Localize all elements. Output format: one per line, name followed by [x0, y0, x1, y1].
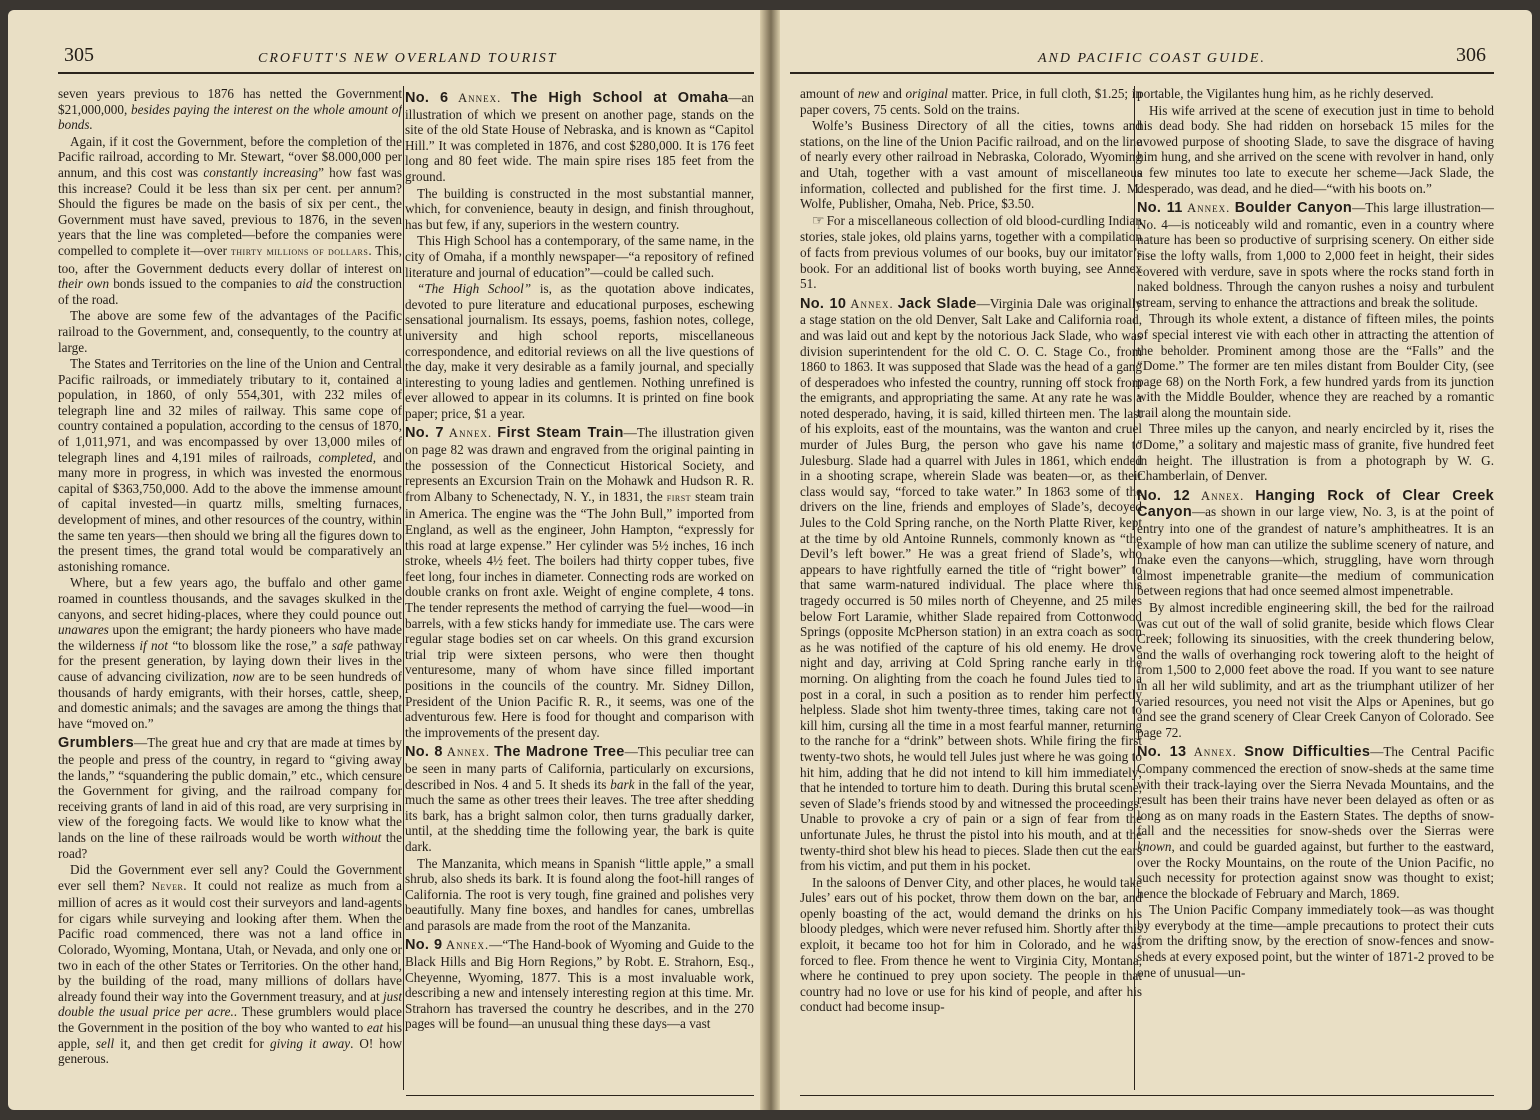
page-number-right: 306	[1456, 44, 1486, 66]
section-title: Hanging Rock of Clear Creek Canyon	[1137, 487, 1494, 521]
column-divider	[1134, 86, 1135, 1090]
section-title: The High School at Omaha	[510, 90, 729, 106]
section-title: First Steam Train	[497, 425, 624, 442]
annex-11: No. 11 Annex. Boulder Canyon—This large illustration—No. 4—is noticeably wild and romantic, even in a country where nature has been so productive of surprising scenery. On either side rise the lofty walls, from 1,000 to 2,000 feet in height, their sides covered with verdure, save in spots where the rocks stand forth in naked boldness. Through the canyon rushes a noisy and turbulent stream, serving to enhance the attractions and break the solitude.	[1137, 200, 1494, 310]
section-title: Boulder Canyon	[1234, 200, 1353, 217]
paragraph: Three miles up the canyon, and nearly encircled by it, rises the “Dome,” a solitary and majestic mass of granite, five hundred feet in height. The illustration is from a photograph by W. G. Chamberlain, of Denver.	[1137, 421, 1494, 484]
right-column-1	[800, 86, 1142, 1090]
annex-9: No. 9 Annex.—“The Hand-book of Wyoming and Guide to the Black Hills and Big Horn Regions,” by Robt. E. Strahorn, Esq., Cheyenne, Wyoming, 1877. This is a most invaluable work, describing a new and intensely interesting region at this time. Mr. Strahorn has traversed the country he describes, and in the 270 pages will be found—an unusual thing these days—a vast	[405, 937, 754, 1032]
paragraph: The States and Territories on the line of the Union and Central Pacific railroads, or immediately tributary to it, contained a population, in 1860, of only 554,301, with 232 miles of telegraph line and 32 miles of railway. This same cope of country contained a population, according to the census of 1870, of 1,011,971, and was encompassed by over 13,000 miles of telegraph lines and 4,191 miles of railroads, completed, and many more in progress, in which was invested the enormous capital of $363,750,000. Add to the above the immense amount of capital invested—in quartz mills, smelting furnaces, development of mines, and other resources of the country, within the same ten years—then should we bring all the figures down to the present times, the grand total would be comparatively an astonishing romance.	[58, 356, 402, 574]
left-column-2	[405, 86, 754, 1090]
left-page	[8, 10, 760, 1110]
section-title: Jack Slade	[897, 295, 977, 312]
section-title: The Madrone Tree	[494, 744, 625, 761]
running-head-right: AND PACIFIC COAST GUIDE.	[1038, 51, 1266, 66]
bottom-rule	[800, 1095, 1494, 1096]
book-gutter	[760, 10, 780, 1110]
paragraph: The building is constructed in the most substantial manner, which, for convenience, beauty in design, and finish throughout, has but few, if any, superiors in the western country.	[405, 185, 754, 232]
paragraph: Where, but a few years ago, the buffalo and other game roamed in countless thousands, and the savages skulked in the canyons, and secret hiding-places, where they could pounce out unawares upon the emigrant; the hardy pioneers who have made the wilderness if not “to blossom like the rose,” a safe pathway for the present generation, by laying down their lives in the cause of advancing civilization, now are to be seen hundreds of thousands of hardy emigrants, with their horses, cattle, sheep, and domestic animals; and the savages are among the things that have “moved on.”	[58, 575, 402, 731]
paragraph: Through its whole extent, a distance of fifteen miles, the points of special interest vie with each other in attracting the attention of the beholder. Prominent among those are the “Falls” and the “Dome.” The former are ten miles distant from Boulder City, (see page 68) on the North Fork, a few hundred yards from its junction with the Middle Boulder, whence they are reached by a romantic trail along the mountain side.	[1137, 311, 1494, 420]
paragraph: His wife arrived at the scene of execution just in time to behold his dead body. She had ridden on horseback 15 miles for the avowed purpose of shooting Slade, to save the disgrace of having him hung, and she arrived on the scene with revolver in hand, only a few minutes too late to execute her scheme—Jack Slade, the desperado, was dead, and he died—“with his boots on.”	[1137, 102, 1494, 196]
paragraph: Wolfe’s Business Directory of all the cities, towns and stations, on the line of the Union Pacific railroad, and on the line of nearly every other railroad in Nebraska, Colorado, Wyoming and Utah, together with a vast amount of miscellaneous information, collected and published for the first time. J. M. Wolfe, Publisher, Omaha, Neb. Price, $3.50.	[800, 118, 1142, 212]
running-head-left: CROFUTT'S NEW OVERLAND TOURIST	[258, 51, 558, 66]
annex-12: No. 12 Annex. Hanging Rock of Clear Creek Canyon—as shown in our large view, No. 3, is at the point of entry into one of the grandest of nature’s amphitheatres. It is an example of how man can utilize the sublime scenery of nature, and make even the canyons—which, struggling, have worn through almost impenetrable granite—the medium of communication between regions that had once seemed almost impenetrable.	[1137, 487, 1494, 599]
paragraph: The Manzanita, which means in Spanish “little apple,” a small shrub, also sheds its bark. It is found along the foot-hill ranges of California. The root is very tough, fine grained and polishes very beautifully. Many fine boxes, and handles for canes, umbrellas and parasols are made from the root of the Manzanita.	[405, 855, 754, 933]
page-number-left: 305	[64, 44, 94, 66]
paragraph: “The High School” is, as the quotation above indicates, devoted to pure literature and educational purposes, eschewing sensational journalism. Its essays, poems, fashion notes, college, university and high school reports, miscellaneous correspondence, and editorial reviews on all the live questions of the day, make it very desirable as a family journal, and specially interesting to young ladies and gentlemen. Nothing unrefined is ever allowed to appear in its columns. It is printed on fine book paper; price, $1 a year.	[405, 281, 754, 421]
annex-7: No. 7 Annex. First Steam Train—The illustration given on page 82 was drawn and engraved from the original painting in the possession of the Connecticut Historical Society, and represents an Excursion Train on the Mohawk and Hudson R. R. from Albany to Schenectady, N. Y., in 1831, the first steam train in America. The engine was the “The John Bull,” imported from England, as well as the engineer, John Hampton, “expressly for this road at large expense.” Her cylinder was 5½ inches, 16 inch stroke, wheels 4½ feet. The boilers had thirty copper tubes, five feet long, four inches in diameter. Connecting rods are worked on double cranks on front axle. Weight of engine complete, 4 tons. The tender represents the method of carrying the fuel—wood—in barrels, with a few sticks handy for immediate use. The cars were regular stage bodies set on car wheels. On this grand excursion trial trip were sixteen persons, who were then thought venturesome, many of whom have since filled important positions in the councils of the country. Mr. Sidney Dillon, President of the Union Pacific R. R., it seems, was one of the adventurous few. Here is food for thought and comparison with the improvements of the present day.	[405, 425, 754, 740]
left-page-header	[58, 38, 754, 74]
annex-8: No. 8 Annex. The Madrone Tree—This peculiar tree can be seen in many parts of California, particularly on excursions, described in Nos. 4 and 5. It sheds its bark in the fall of the year, much the same as other trees their leaves. The tree after shedding its bark, has a bright salmon color, then turns gradually darker, until, at the shedding time the following year, the bark is quite dark.	[405, 744, 754, 854]
section-title: Snow Difficulties	[1244, 744, 1371, 761]
section-title: Grumblers	[58, 735, 135, 752]
paragraph: By almost incredible engineering skill, the bed for the railroad was cut out of the wall of solid granite, beside which flows Clear Creek; following its sinuosities, with the creek thundering below, and the walls of overhanging rock towering aloft to the height of from 1,500 to 2,000 feet above the road. If you want to see nature in all her wild sublimity, and art as the triumphant utilizer of her varied resources, you need not visit the Alps or Apenines, but go and see the grand scenery of Clear Creek Canyon of Colorado. See page 72.	[1137, 600, 1494, 740]
paragraph: portable, the Vigilantes hung him, as he richly deserved.	[1137, 86, 1434, 101]
right-column-2	[1137, 86, 1494, 1090]
section-grumblers: Grumblers—The great hue and cry that are made at times by the people and press of the country, in regard to “giving away the lands,” “squandering the public domain,” etc., which censure the Government for giving, and the railroad company for receiving grants of land in aid of this road, are very surprising in view of the foregoing facts. We would like to know what the lands on the line of these railroads would be worth without the road?	[58, 735, 402, 861]
annex-6: No. 6 Annex. The High School at Omaha—an illustration of which we present on another page, stands on the site of the old State House of Nebraska, and is known as “Capitol Hill.” It was completed in 1876, and cost $280,000. It is 176 feet long and 80 feet wide. The main spire rises 185 feet from the ground.	[405, 90, 754, 184]
paragraph: This High School has a contemporary, of the same name, in the city of Omaha, if a monthly newspaper—“a repository of refined literature and journal of education”—could be called such.	[405, 233, 754, 280]
paragraph: ☞ For a miscellaneous collection of old blood-curdling Indian stories, stale jokes, old plains yarns, together with a compilation of facts from previous volumes of our books, buy our imitator’s book. For an additional list of books worth buying, see Annex 51.	[800, 212, 1142, 292]
paragraph: The Union Pacific Company immediately took—as was thought by everybody at the time—ample precautions to protect their cuts from the drifting snow, by the erection of snow-fences and snow-sheds at every exposed point, but the winter of 1871-2 proved to be one of unusual—un-	[1137, 902, 1494, 980]
annex-10: No. 10 Annex. Jack Slade—Virginia Dale was originally a stage station on the old Denver, Salt Lake and California road, and was laid out and kept by the notorious Jack Slade, who was division superintendent for the old C. O. C. Stage Co., from 1860 to 1863. It was supposed that Slade was the head of a gang of desperadoes who infested the country, running off stock from the emigrants, and appropriating the same. At any rate he was a noted desperado, having, it is said, killed thirteen men. The last of his exploits, east of the mountains, was the wanton and cruel murder of Jules Burg, the person who gave his name to Julesburg. Slade had a quarrel with Jules in 1861, which ended in a shooting scrape, wherein Slade was beaten—or, as their class would say, “forced to take water.” In 1863 some of the drivers on the line, friends and employes of Slade’s, decoyed Jules to the Cold Spring ranche, on the North Platte River, kept at the time by old Antoine Runnels, commonly known as “the Devil’s left bower.” He was a great friend of Slade’s, who appears to have rightfully earned the title of “right bower” to that same warm-natured individual. The place where this tragedy occurred is 50 miles north of Cheyenne, and 25 miles below Fort Laramie, whither Slade repaired from Cottonwood Springs (opposite McPherson station) in an extra coach as soon as he was notified of the capture of his old enemy. He drove night and day, arriving at Cold Spring ranche early in the morning. On alighting from the coach he found Jules tied to a post in a coral, in such a position as to render him perfectly helpless. Slade shot him twenty-three times, taking care not to kill him, cursing all the time in a most fearful manner, returning to the ranche for a “drink” between shots. While firing the first twenty-two shots, he would tell Jules just where he was going to hit him, adding that he did not intend to kill him immediately; that he intended to torture him to death. During this brutal scene, seven of Slade’s friends stood by and witnessed the proceedings. Unable to provoke a cry of pain or a sign of fear from the unfortunate Jules, he thrust the pistol into his mouth, and at the twenty-third shot blew his head to pieces. Slade then cut the ears from his victim, and put them in his pocket.	[800, 295, 1142, 874]
paragraph: The above are some few of the advantages of the Pacific railroad to the Government, and, consequently, to the country at large.	[58, 308, 402, 355]
left-column-1	[58, 86, 402, 1090]
column-divider	[403, 86, 404, 1090]
pointing-hand-icon: ☞	[812, 213, 825, 229]
paragraph: seven years previous to 1876 has netted the Government $21,000,000, besides paying the interest on the whole amount of bonds.	[58, 86, 402, 133]
paragraph: amount of new and original matter. Price, in full cloth, $1.25; in paper covers, 75 cents. Sold on the trains.	[800, 86, 1142, 117]
right-page-header	[790, 38, 1494, 74]
paragraph: Did the Government ever sell any? Could the Government ever sell them? Never. It could not realize as much from a million of acres as it would cost their surveyors and land-agents for cigars while surveying and looking after them. When the Pacific road commenced, there was not a land office in Colorado, Wyoming, Montana, Utah, or Nevada, and only one or two in each of the other States or Territories. On the other hand, by the building of the road, many millions of dollars have already found their way into the Government treasury, and at just double the usual price per acre.. These grumblers would place the Government in the position of the boy who wanted to eat his apple, sell it, and then get credit for giving it away. O! how generous.	[58, 862, 402, 1067]
annex-13: No. 13 Annex. Snow Difficulties—The Central Pacific Company commenced the erection of snow-sheds at the same time with their track-laying over the Sierra Nevada Mountains, and the result has been their trains have never been delayed as often or as long as on many roads in the Eastern States. The depths of snow-fall and the necessities for snow-sheds over the Sierras were known, and could be guarded against, but further to the eastward, over the Rocky Mountains, on the route of the Union Pacific, no such necessity for protection against snow was thought to exist; hence the blockade of February and March, 1869.	[1137, 744, 1494, 901]
paragraph: Again, if it cost the Government, before the completion of the Pacific railroad, according to Mr. Stewart, “over $8.000,000 per annum, and this cost was constantly increasing” how fast was this increase? Could it be less than six per cent. per annum? Should the figures be made on the basis of six per cent., the Government must have saved, previous to 1876, in the seven years that the line was completed—before the companies were compelled to complete it—over thirty millions of dollars. This, too, after the Government deducts every dollar of interest on their own bonds issued to the companies to aid the construction of the road.	[58, 133, 402, 307]
bottom-rule	[406, 1095, 754, 1096]
paragraph: In the saloons of Denver City, and other places, he would take Jules’ ears out of his pocket, throw them down on the bar, and openly boasting of the act, would demand the drinks on his bloody pledges, which were never refused him. Shortly after this exploit, it became too hot for him in Colorado, and he was forced to flee. From thence he went to Virginia City, Montana, where he continued to prey upon society. The people in that country had no love or use for his kind of people, and after his conduct had become insup-	[800, 874, 1142, 1015]
right-page	[780, 10, 1532, 1110]
